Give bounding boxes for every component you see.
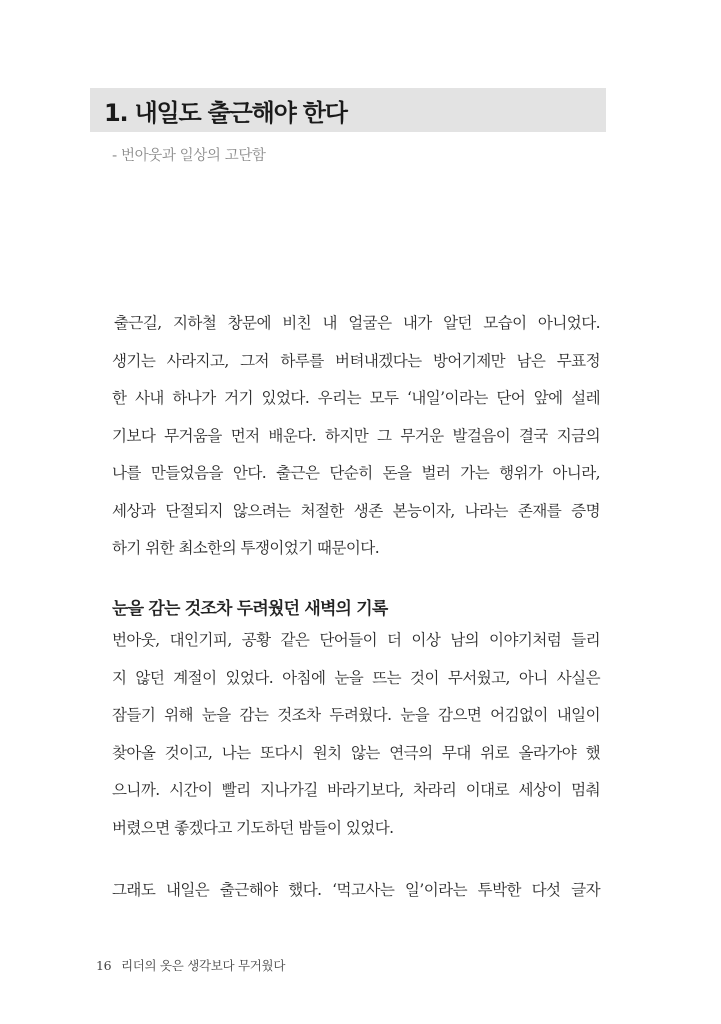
body-paragraph-3 <box>112 872 600 910</box>
chapter-title-bar <box>90 88 606 132</box>
paragraph-line: 한 사내 하나가 거기 있었다. 우리는 모두 ‘내일’이라는 단어 앞에 설레 <box>112 389 600 407</box>
body-paragraph-1 <box>112 305 600 568</box>
paragraph-line: 세상과 단절되지 않으려는 처절한 생존 본능이자, 나라는 존재를 증명 <box>112 501 600 520</box>
paragraph-line: 하기 위한 최소한의 투쟁이었기 때문이다. <box>112 539 380 557</box>
paragraph-line: 찾아올 것이고, 나는 또다시 원치 않는 연극의 무대 위로 올라가야 했 <box>112 743 600 762</box>
paragraph-line: 버렸으면 좋겠다고 기도하던 밤들이 있었다. <box>112 818 394 837</box>
page-number: 16 <box>96 958 112 973</box>
paragraph-line: 으니까. 시간이 빨리 지나가길 바라기보다, 차라리 이대로 세상이 멈춰 <box>112 781 600 799</box>
body-paragraph-2 <box>112 622 600 847</box>
section-heading: 눈을 감는 것조차 두려웠던 새벽의 기록 <box>112 599 388 619</box>
paragraph-line: 출근길, 지하철 창문에 비친 내 얼굴은 내가 알던 모습이 아니었다. <box>114 314 600 332</box>
page-footer <box>96 956 285 974</box>
chapter-subtitle: - 번아웃과 일상의 고단함 <box>112 148 266 164</box>
book-title: 리더의 옷은 생각보다 무거웠다 <box>121 958 286 973</box>
paragraph-line: 기보다 무거움을 먼저 배운다. 하지만 그 무거운 발걸음이 결국 지금의 <box>112 426 600 445</box>
paragraph-line: 번아웃, 대인기피, 공황 같은 단어들이 더 이상 남의 이야기처럼 들리 <box>112 631 600 649</box>
paragraph-line: 지 않던 계절이 있었다. 아침에 눈을 뜨는 것이 무서웠고, 아니 사실은 <box>112 668 600 687</box>
paragraph-line: 나를 만들었음을 안다. 출근은 단순히 돈을 벌러 가는 행위가 아니라, <box>112 464 600 482</box>
paragraph-line: 잠들기 위해 눈을 감는 것조차 두려웠다. 눈을 감으면 어김없이 내일이 <box>112 706 600 724</box>
paragraph-line: 생기는 사라지고, 그저 하루를 버텨내겠다는 방어기제만 남은 무표정 <box>112 351 600 370</box>
chapter-title: 1. 내일도 출근해야 한다 <box>104 98 347 127</box>
paragraph-line: 그래도 내일은 출근해야 했다. ‘먹고사는 일’이라는 투박한 다섯 글자 <box>112 881 600 899</box>
